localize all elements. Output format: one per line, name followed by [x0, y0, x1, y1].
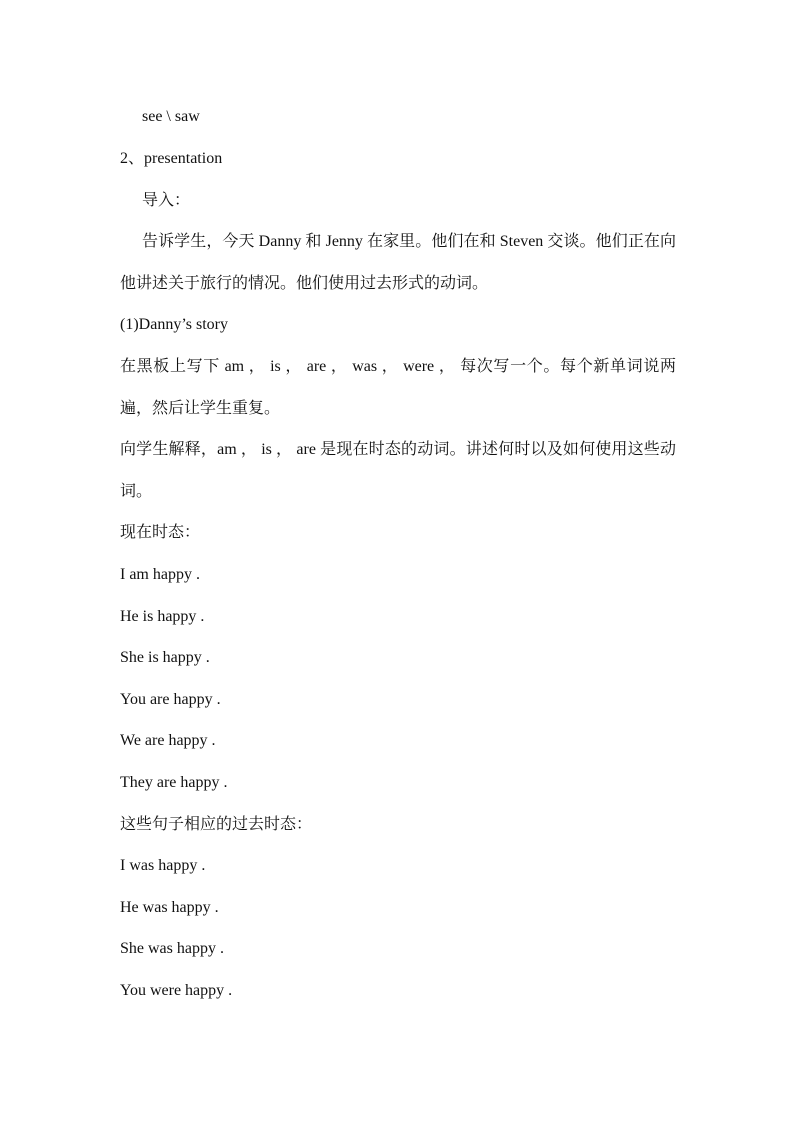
intro-paragraph: 告诉学生，今天 Danny 和 Jenny 在家里。他们在和 Steven 交谈。他们正在向他讲述关于旅行的情况。他们使用过去形式的动词。 [120, 233, 676, 292]
past-sentence-1: I was happy . [120, 857, 206, 874]
present-sentence-3: She is happy . [120, 649, 210, 666]
past-sentence-4: You were happy . [120, 982, 233, 999]
present-sentence-6: They are happy . [120, 774, 228, 791]
present-sentence-2: He is happy . [120, 608, 205, 625]
present-sentence-5: We are happy . [120, 732, 216, 749]
section-heading-presentation: 2、presentation [120, 150, 223, 167]
past-sentence-3: She was happy . [120, 940, 224, 957]
explain-paragraph: 向学生解释，am ， is ， are 是现在时态的动词。讲述何时以及如何使用这些动词。 [120, 441, 676, 500]
present-sentence-1: I am happy . [120, 566, 200, 583]
intro-heading: 导入： [142, 192, 191, 209]
past-tense-heading: 这些句子相应的过去时态： [120, 816, 313, 833]
present-tense-heading: 现在时态： [120, 524, 201, 541]
see-saw-line: see \ saw [142, 108, 200, 125]
board-paragraph: 在黑板上写下 am ， is ， are ， was ， were ， 每次写一个。每个新单词说两遍，然后让学生重复。 [120, 358, 676, 417]
past-sentence-2: He was happy . [120, 899, 219, 916]
present-sentence-4: You are happy . [120, 691, 221, 708]
dannys-story-heading: (1)Danny’s story [120, 316, 228, 333]
